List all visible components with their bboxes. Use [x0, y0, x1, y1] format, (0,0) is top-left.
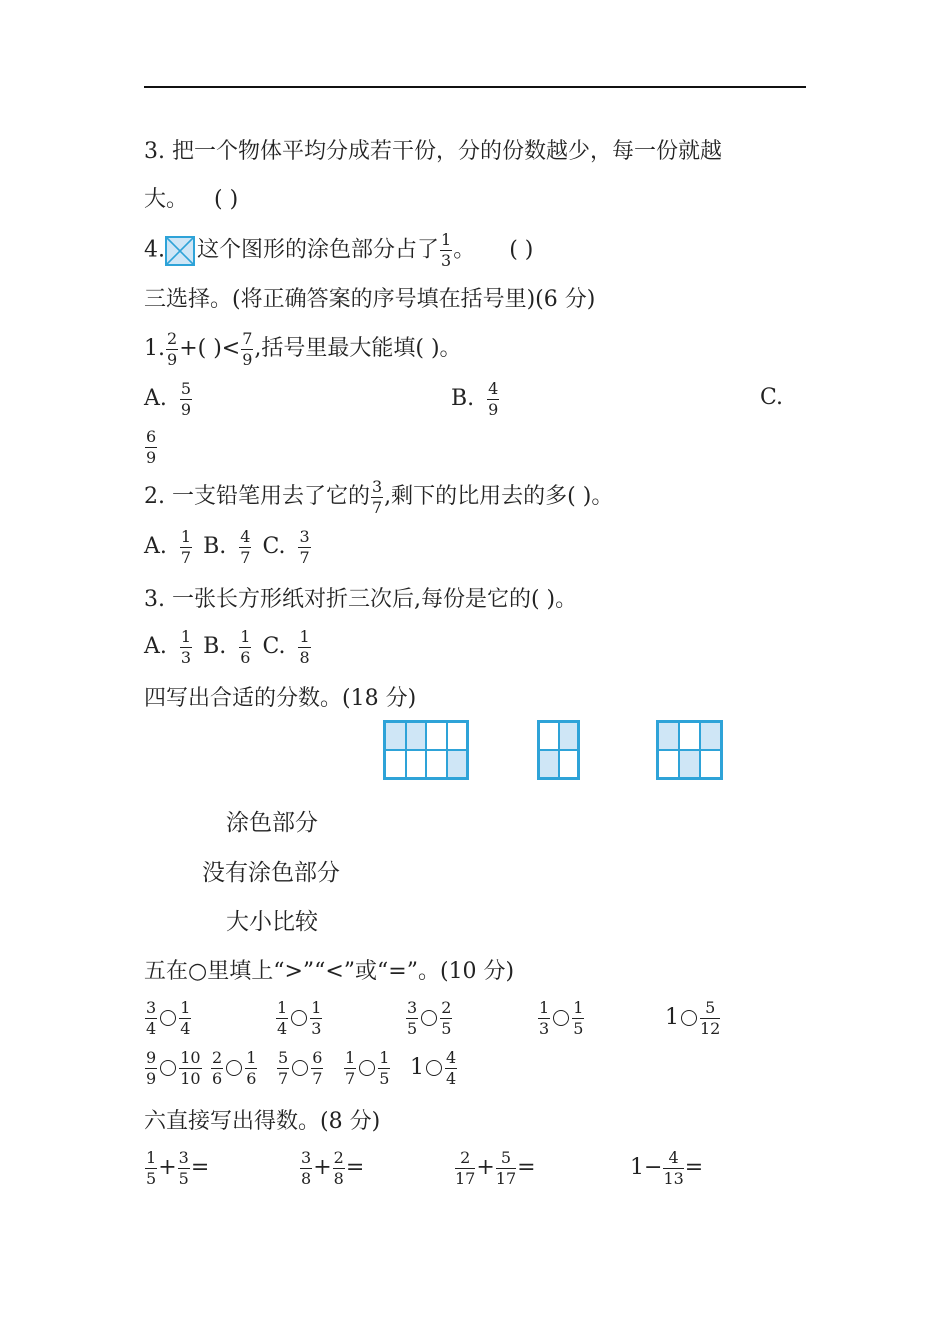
grid-cell-shaded — [447, 750, 468, 778]
operator: + — [158, 1155, 177, 1180]
fraction: $\frac{1}{4}$ — [277, 997, 288, 1038]
fraction: $\frac{4}{4}$ — [446, 1047, 457, 1088]
grid-cell — [426, 722, 447, 750]
fraction: $\frac{6}{7}$ — [312, 1047, 323, 1088]
compare-item — [144, 1048, 203, 1088]
period: 。 — [453, 237, 476, 263]
judge-q3-text: 大。 — [144, 187, 189, 212]
equals-sign: = — [345, 1155, 365, 1180]
judge-q4-number: 4. — [144, 237, 165, 263]
fraction: $\frac{5}{9}$ — [180, 378, 192, 419]
answer-circle[interactable] — [553, 1010, 569, 1026]
grid-cell — [406, 750, 427, 778]
answer-paren[interactable]: ( ) — [509, 237, 534, 263]
grid-cell — [447, 722, 468, 750]
whole-number: 1 — [665, 1005, 679, 1030]
fraction: $\frac{3}{4}$ — [146, 997, 157, 1038]
fraction: $\frac{3}{7}$ — [371, 476, 383, 517]
answer-circle[interactable] — [426, 1060, 442, 1076]
grid-cell-shaded — [539, 750, 559, 778]
q3-option-c[interactable]: C. $\frac{1}{8}$ — [262, 626, 310, 667]
answer-circle[interactable] — [160, 1060, 176, 1076]
row-label-shaded: 涂色部分 — [226, 810, 318, 836]
fraction: $\frac{1}{5}$ — [573, 997, 584, 1038]
fraction: $\frac{4}{9}$ — [488, 378, 499, 419]
fraction: $\frac{1}{6}$ — [246, 1047, 257, 1088]
grid-cell-shaded — [385, 722, 406, 750]
calc-item[interactable] — [454, 1148, 536, 1188]
q3-option-b[interactable]: B. $\frac{1}{6}$ — [203, 626, 251, 667]
q2-head: 2. 一支铅笔用去了它的 — [144, 484, 370, 509]
fraction: $\frac{9}{9}$ — [146, 1047, 157, 1088]
q1-option-c-label[interactable]: C. — [760, 385, 784, 410]
answer-circle[interactable] — [681, 1010, 697, 1026]
q1-option-a[interactable] — [144, 380, 193, 418]
fraction: $\frac{1}{3}$ — [441, 230, 452, 270]
compare-item — [537, 998, 585, 1038]
operator: + — [313, 1155, 332, 1180]
grid-cell — [426, 750, 447, 778]
calc-item[interactable] — [144, 1148, 209, 1188]
compare-item — [665, 998, 721, 1038]
grid-cell-shaded — [658, 722, 679, 750]
compare-item — [276, 1048, 324, 1088]
crossed-square-icon — [165, 236, 195, 266]
q2-option-c[interactable]: C. $\frac{3}{7}$ — [262, 526, 310, 567]
calc-item[interactable] — [299, 1148, 364, 1188]
choice-q2 — [144, 478, 613, 516]
fraction: $\frac{6}{9}$ — [146, 426, 157, 467]
compare-item — [410, 1048, 458, 1088]
grid-cell — [539, 722, 559, 750]
answer-circle[interactable] — [421, 1010, 437, 1026]
fraction: $\frac{1}{7}$ — [345, 1047, 356, 1088]
fraction: $\frac{5}{7}$ — [278, 1047, 289, 1088]
q1-option-c-value — [144, 428, 158, 466]
grid-cell — [658, 750, 679, 778]
q3-options — [144, 628, 312, 666]
answer-circle[interactable] — [291, 1010, 307, 1026]
shaded-grid-2 — [537, 720, 580, 780]
compare-item — [275, 998, 323, 1038]
compare-item — [210, 1048, 258, 1088]
q2-option-b[interactable]: B. $\frac{4}{7}$ — [203, 526, 251, 567]
equals-sign: = — [684, 1155, 704, 1180]
answer-circle[interactable] — [359, 1060, 375, 1076]
equals-sign: = — [517, 1155, 536, 1180]
grid-cell — [679, 722, 700, 750]
fraction: $\frac{5}{17}$ — [495, 1147, 517, 1188]
q2-option-a[interactable]: A. $\frac{1}{7}$ — [144, 526, 192, 567]
equals-sign: = — [190, 1155, 210, 1180]
choice-q3: 3. 一张长方形纸对折三次后,每份是它的( )。 — [144, 587, 578, 612]
fraction: $\frac{2}{8}$ — [333, 1147, 344, 1188]
fraction: $\frac{1}{5}$ — [146, 1147, 157, 1188]
fraction: $\frac{4}{13}$ — [663, 1147, 684, 1188]
option-label: B. — [451, 386, 475, 411]
answer-circle[interactable] — [292, 1060, 308, 1076]
answer-circle[interactable] — [160, 1010, 176, 1026]
top-rule — [144, 86, 806, 88]
compare-item — [144, 998, 192, 1038]
judge-q3-line2 — [144, 185, 238, 215]
calc-item[interactable] — [630, 1148, 703, 1188]
fraction: $\frac{2}{6}$ — [212, 1047, 223, 1088]
q2-tail: ,剩下的比用去的多( )。 — [384, 484, 614, 509]
choice-q1 — [144, 330, 462, 368]
section4-heading: 四写出合适的分数。(18 分) — [144, 686, 417, 711]
fraction: $\frac{2}{9}$ — [167, 328, 178, 369]
q3-option-a[interactable]: A. $\frac{1}{3}$ — [144, 626, 192, 667]
fraction: $\frac{5}{12}$ — [700, 997, 721, 1038]
answer-circle[interactable] — [226, 1060, 242, 1076]
judge-q3-line1: 3. 把一个物体平均分成若干份，分的份数越少，每一份就越 — [144, 139, 722, 164]
fraction: $\frac{2}{17}$ — [455, 1147, 476, 1188]
grid-cell-shaded — [406, 722, 427, 750]
grid-cell — [385, 750, 406, 778]
grid-cell-shaded — [679, 750, 700, 778]
q2-options — [144, 528, 312, 566]
row-label-compare: 大小比较 — [226, 909, 318, 935]
fraction: $\frac{1}{3}$ — [311, 997, 322, 1038]
whole-number: 1 — [410, 1055, 424, 1080]
option-label: A. — [144, 386, 167, 411]
row-label-unshaded: 没有涂色部分 — [202, 860, 340, 886]
section5-heading: 五在○里填上“>”“<”或“=”。(10 分) — [144, 959, 515, 984]
compare-item — [343, 1048, 391, 1088]
grid-cell-shaded — [700, 722, 721, 750]
judge-q4-text: 这个图形的涂色部分占了 — [197, 237, 440, 263]
operator: + — [476, 1155, 495, 1180]
grid-cell-shaded — [559, 722, 579, 750]
fraction: $\frac{3}{5}$ — [178, 1147, 189, 1188]
q1-number: 1. — [144, 336, 165, 361]
fraction: $\frac{3}{5}$ — [407, 997, 418, 1038]
fraction: $\frac{10}{10}$ — [180, 1047, 201, 1088]
fraction: $\frac{1}{3}$ — [539, 997, 550, 1038]
fraction: $\frac{2}{5}$ — [441, 997, 452, 1038]
compare-item — [405, 998, 453, 1038]
fraction: $\frac{1}{5}$ — [379, 1047, 390, 1088]
answer-paren[interactable]: ( ) — [214, 187, 239, 212]
grid-cell — [700, 750, 721, 778]
fraction: $\frac{1}{4}$ — [180, 997, 191, 1038]
section6-heading: 六直接写出得数。(8 分) — [144, 1109, 381, 1134]
q1-tail: ,括号里最大能填( )。 — [254, 336, 462, 361]
q1-option-b[interactable] — [451, 380, 500, 418]
shaded-grid-1 — [383, 720, 469, 780]
judge-q4 — [144, 232, 533, 268]
shaded-grid-3 — [656, 720, 723, 780]
fraction: $\frac{7}{9}$ — [242, 328, 253, 369]
grid-cell — [559, 750, 579, 778]
q1-mid: +( )< — [179, 336, 241, 361]
section3-heading: 三选择。(将正确答案的序号填在括号里)(6 分) — [144, 287, 596, 312]
fraction: $\frac{3}{8}$ — [301, 1147, 312, 1188]
operand: 1− — [630, 1155, 663, 1180]
